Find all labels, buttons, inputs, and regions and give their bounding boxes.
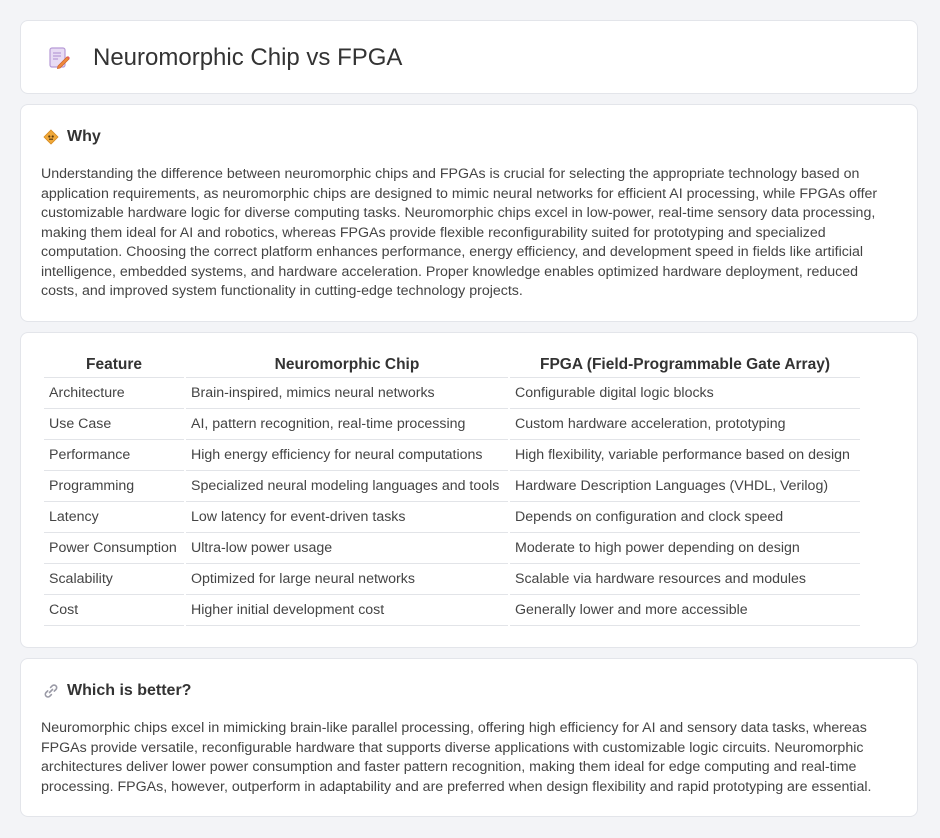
feature-cell: Architecture bbox=[44, 378, 184, 409]
neuromorphic-cell: Brain-inspired, mimics neural networks bbox=[186, 378, 508, 409]
comparison-table bbox=[42, 353, 862, 626]
page-title: Neuromorphic Chip vs FPGA bbox=[93, 44, 403, 71]
fpga-cell: High flexibility, variable performance based on design bbox=[510, 440, 860, 471]
feature-cell: Latency bbox=[44, 502, 184, 533]
fpga-cell: Moderate to high power depending on design bbox=[510, 533, 860, 564]
link-chain-icon bbox=[43, 683, 59, 699]
fpga-cell: Depends on configuration and clock speed bbox=[510, 502, 860, 533]
fpga-cell: Custom hardware acceleration, prototyping bbox=[510, 409, 860, 440]
neuromorphic-cell: High energy efficiency for neural computations bbox=[186, 440, 508, 471]
comparison-section bbox=[20, 332, 918, 648]
better-heading-row bbox=[43, 681, 191, 701]
fpga-cell: Hardware Description Languages (VHDL, Verilog) bbox=[510, 471, 860, 502]
table-row bbox=[44, 502, 860, 533]
why-heading: Why bbox=[67, 128, 101, 145]
which-is-better-section bbox=[20, 658, 918, 817]
document-pencil-icon bbox=[47, 46, 71, 70]
fpga-cell: Scalable via hardware resources and modules bbox=[510, 564, 860, 595]
table-row bbox=[44, 595, 860, 626]
table-row bbox=[44, 440, 860, 471]
header-neuromorphic: Neuromorphic Chip bbox=[186, 353, 508, 378]
feature-cell: Cost bbox=[44, 595, 184, 626]
feature-cell: Performance bbox=[44, 440, 184, 471]
table-row bbox=[44, 471, 860, 502]
title-card bbox=[20, 20, 918, 94]
header-feature: Feature bbox=[44, 353, 184, 378]
fpga-cell: Generally lower and more accessible bbox=[510, 595, 860, 626]
feature-cell: Scalability bbox=[44, 564, 184, 595]
feature-cell: Programming bbox=[44, 471, 184, 502]
better-heading: Which is better? bbox=[67, 682, 192, 699]
header-fpga: FPGA (Field-Programmable Gate Array) bbox=[510, 353, 860, 378]
why-body: Understanding the difference between neuromorphic chips and FPGAs is crucial for selecting the appropriate technology based on application requirements, as neuromorphic chips are designed to mimic neural networks for efficient AI processing, while FPGAs offer customizable hardware logic for diverse computing tasks. Neuromorphic chips excel in low-power, real-time sensory data processing, making them ideal for AI and robotics, whereas FPGAs provide flexible reconfigurability suited for prototyping and specialized computation. Choosing the correct platform enhances performance, energy efficiency, and development speed in fields like artificial intelligence, embedded systems, and hardware acceleration. Proper knowledge enables optimized hardware deployment, reduced costs, and improved system functionality in cutting-edge technology projects. bbox=[41, 166, 878, 299]
fpga-cell: Configurable digital logic blocks bbox=[510, 378, 860, 409]
table-row bbox=[44, 533, 860, 564]
neuromorphic-cell: Specialized neural modeling languages and tools bbox=[186, 471, 508, 502]
neuromorphic-cell: Optimized for large neural networks bbox=[186, 564, 508, 595]
neuromorphic-cell: Low latency for event-driven tasks bbox=[186, 502, 508, 533]
table-row bbox=[44, 564, 860, 595]
table-row bbox=[44, 378, 860, 409]
why-section bbox=[20, 104, 918, 322]
neuromorphic-cell: AI, pattern recognition, real-time processing bbox=[186, 409, 508, 440]
neuromorphic-cell: Higher initial development cost bbox=[186, 595, 508, 626]
neuromorphic-cell: Ultra-low power usage bbox=[186, 533, 508, 564]
table-row bbox=[44, 409, 860, 440]
table-header-row bbox=[44, 353, 860, 378]
feature-cell: Power Consumption bbox=[44, 533, 184, 564]
feature-cell: Use Case bbox=[44, 409, 184, 440]
why-heading-row bbox=[43, 127, 101, 147]
better-body: Neuromorphic chips excel in mimicking brain-like parallel processing, offering high efficiency for AI and sensory data tasks, whereas FPGAs provide versatile, reconfigurable hardware that supports diverse applications with customizable logic circuits. Neuromorphic architectures deliver lower power consumption and faster pattern recognition, making them ideal for edge computing and real-time processing. FPGAs, however, outperform in adaptability and are preferred when design flexibility and rapid prototyping are essential. bbox=[41, 720, 872, 795]
warning-diamond-icon bbox=[43, 129, 59, 145]
